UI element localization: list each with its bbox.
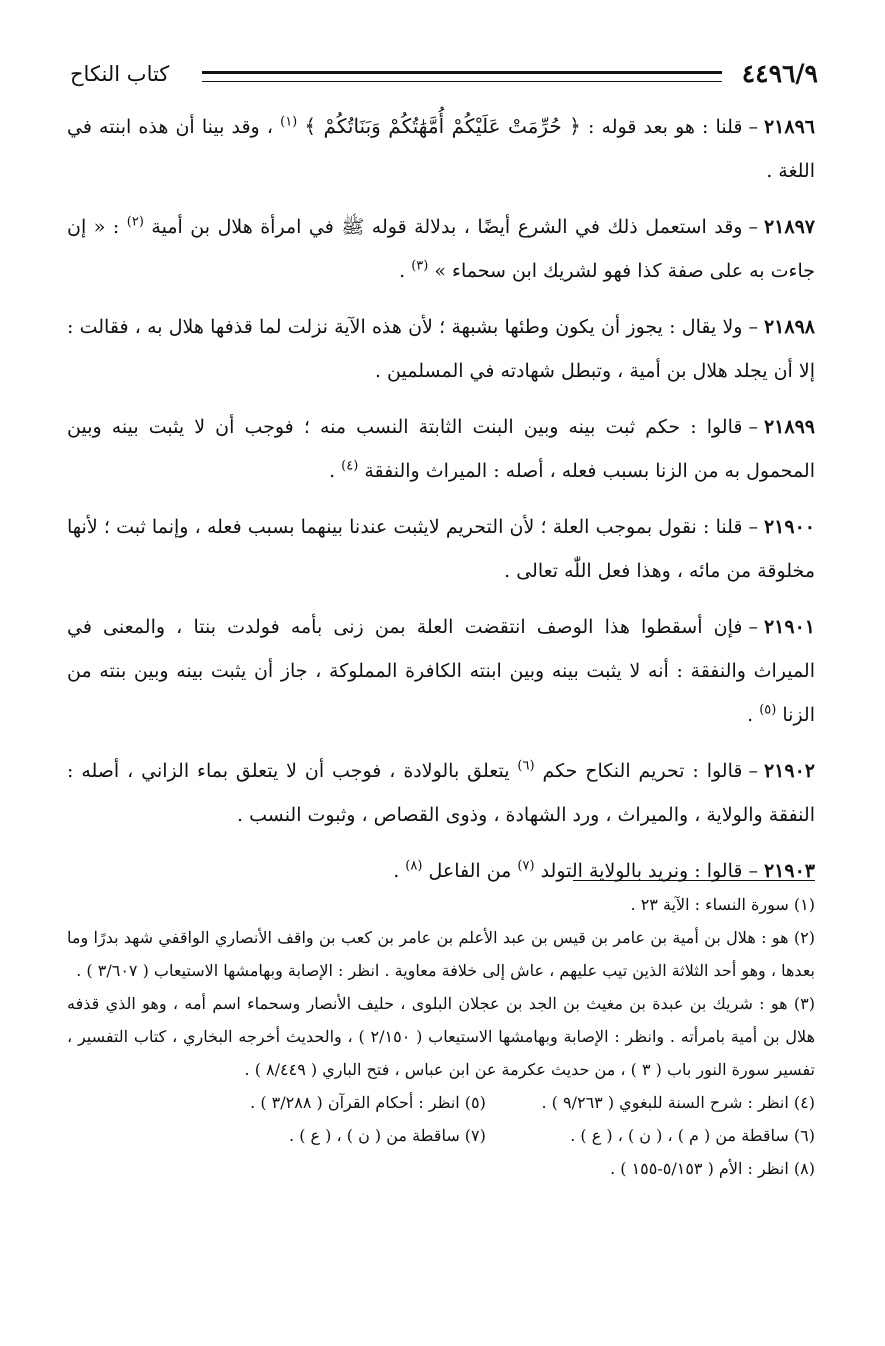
paragraph-number: ٢١٩٠٠ bbox=[763, 516, 815, 538]
paragraph-number: ٢١٨٩٦ bbox=[763, 116, 815, 138]
paragraph-21901 bbox=[67, 605, 815, 737]
paragraph-21897 bbox=[67, 205, 815, 293]
footnote-marker: (٢) bbox=[126, 214, 144, 230]
paragraph-21896 bbox=[67, 104, 815, 193]
footnote-5: (٥) انظر : أحكام القرآن ( ٣/٢٨٨ ) . bbox=[250, 1093, 486, 1112]
footnote-marker: (٦) bbox=[517, 758, 535, 774]
paragraph-text: قالوا : تحريم النكاح حكم bbox=[534, 760, 743, 782]
paragraph-text: قالوا : ونريد بالولاية التولد bbox=[534, 860, 743, 882]
page-number: ٤٤٩٦/٩ bbox=[741, 59, 818, 88]
paragraph-number: ٢١٨٩٨ bbox=[763, 316, 815, 338]
paragraph-text: . bbox=[747, 704, 760, 726]
dash: – bbox=[748, 116, 758, 138]
footnotes bbox=[67, 888, 815, 1185]
paragraph-text: . bbox=[393, 860, 406, 882]
paragraph-text: ، وقد بينا أن هذه ابنته في اللغة . bbox=[67, 116, 815, 182]
footnote-7: (٧) ساقطة من ( ن ) ، ( ع ) . bbox=[289, 1126, 486, 1145]
dash: – bbox=[748, 316, 758, 338]
paragraph-text: : « إن جاءت به على صفة كذا فهو لشريك ابن سحماء » bbox=[67, 216, 815, 282]
quran-verse: ﴿ حُرِّمَتْ عَلَيْكُمْ أُمَّهَٰتُكُمْ وَبَنَاتُكُمْ ﴾ bbox=[304, 114, 581, 138]
paragraph-text: قلنا : نقول بموجب العلة ؛ لأن التحريم لايثبت عندنا بينهما بسبب فعله ، وإنما ثبت ؛ لأنها مخلوقة من مائه ، وهذا فعل اللّٰه تعالى . bbox=[67, 516, 815, 582]
dash: – bbox=[748, 760, 758, 782]
book-title: كتاب النكاح bbox=[70, 62, 170, 86]
footnote-marker: (٤) bbox=[341, 458, 359, 474]
footnote-separator bbox=[573, 880, 815, 881]
footnote-marker: (٣) bbox=[411, 258, 429, 274]
header-rule bbox=[202, 71, 722, 82]
footnote-row bbox=[67, 1119, 815, 1152]
footnote-1: (١) سورة النساء : الآية ٢٣ . bbox=[630, 895, 815, 914]
footnote-marker: (١) bbox=[280, 114, 298, 130]
footnote-3: (٣) هو : شريك بن عبدة بن مغيث بن الجد بن عجلان البلوى ، حليف الأنصار وسحماء اسم أمه ، وهو الذي قذفه هلال بن أمية بامرأته . وانظر : الإصابة وبهامشها الاستيعاب ( ٢/١٥٠ ) ، والحديث أخرجه البخاري ، كتاب التفسير ، تفسير سورة النور باب ( ٣ ) ، من حديث عكرمة عن ابن عباس ، فتح الباري ( ٨/٤٤٩ ) . bbox=[67, 994, 816, 1079]
footnote-6: (٦) ساقطة من ( م ) ، ( ن ) ، ( ع ) . bbox=[570, 1126, 815, 1145]
paragraph-21903 bbox=[67, 849, 815, 893]
paragraph-text: من الفاعل bbox=[422, 860, 518, 882]
footnote-marker: (٨) bbox=[405, 858, 423, 874]
dash: – bbox=[748, 616, 758, 638]
dash: – bbox=[748, 516, 758, 538]
paragraph-number: ٢١٨٩٩ bbox=[763, 416, 815, 438]
paragraph-21902 bbox=[67, 749, 815, 837]
paragraph-text: قالوا : حكم ثبت بينه وبين البنت الثابتة النسب منه ؛ فوجب أن لا يثبت بينه وبين المحمول به من الزنا بسبب فعله ، أصله : الميراث والنفقة bbox=[67, 416, 815, 482]
main-text bbox=[67, 104, 815, 905]
paragraph-text: . bbox=[399, 260, 412, 282]
footnote-4: (٤) انظر : شرح السنة للبغوي ( ٩/٢٦٣ ) . bbox=[541, 1093, 815, 1112]
dash: – bbox=[748, 860, 758, 882]
running-header bbox=[70, 56, 818, 96]
footnote-8: (٨) انظر : الأم ( ٥/١٥٣-١٥٥ ) . bbox=[610, 1159, 815, 1178]
footnote-row bbox=[67, 1086, 815, 1119]
paragraph-number: ٢١٨٩٧ bbox=[763, 216, 815, 238]
footnote-2: (٢) هو : هلال بن أمية بن عامر بن قيس بن عبد الأعلم بن عامر بن كعب بن واقف الأنصاري الواقفي شهد بدرًا وما بعدها ، وهو أحد الثلاثة الذين تيب عليهم ، عاش إلى خلافة معاوية . انظر : الإصابة وبهامشها الاستيعاب ( ٣/٦٠٧ ) . bbox=[67, 928, 816, 980]
dash: – bbox=[748, 216, 758, 238]
dash: – bbox=[748, 416, 758, 438]
paragraph-21898 bbox=[67, 305, 815, 393]
paragraph-text: وقد استعمل ذلك في الشرع أيضًا ، بدلالة قوله ﷺ في امرأة هلال بن أمية bbox=[143, 216, 743, 238]
paragraph-21900 bbox=[67, 505, 815, 593]
paragraph-text: . bbox=[329, 460, 342, 482]
paragraph-number: ٢١٩٠١ bbox=[763, 616, 815, 638]
footnote-marker: (٧) bbox=[517, 858, 535, 874]
paragraph-text: فإن أسقطوا هذا الوصف انتقضت العلة بمن زنى بأمه فولدت بنتا ، والمعنى في الميراث والنفقة : أنه لا يثبت بينه وبين ابنته الكافرة المملوكة ، جاز أن يثبت بينه وبين بنته من الزنا bbox=[67, 616, 815, 726]
footnote-marker: (٥) bbox=[759, 702, 777, 718]
paragraph-number: ٢١٩٠٢ bbox=[763, 760, 815, 782]
paragraph-text: قلنا : هو بعد قوله : bbox=[580, 116, 743, 138]
paragraph-21899 bbox=[67, 405, 815, 493]
paragraph-text: ولا يقال : يجوز أن يكون وطئها بشبهة ؛ لأن هذه الآية نزلت لما قذفها هلال به ، فقالت : إلا أن يجلد هلال بن أمية ، وتبطل شهادته في المسلمين . bbox=[67, 316, 815, 382]
paragraph-text: يتعلق بالولادة ، فوجب أن لا يتعلق بماء الزاني ، أصله : النفقة والولاية ، والميراث ، ورد الشهادة ، وذوى القصاص ، وثبوت النسب . bbox=[67, 760, 815, 826]
paragraph-number: ٢١٩٠٣ bbox=[763, 860, 815, 882]
